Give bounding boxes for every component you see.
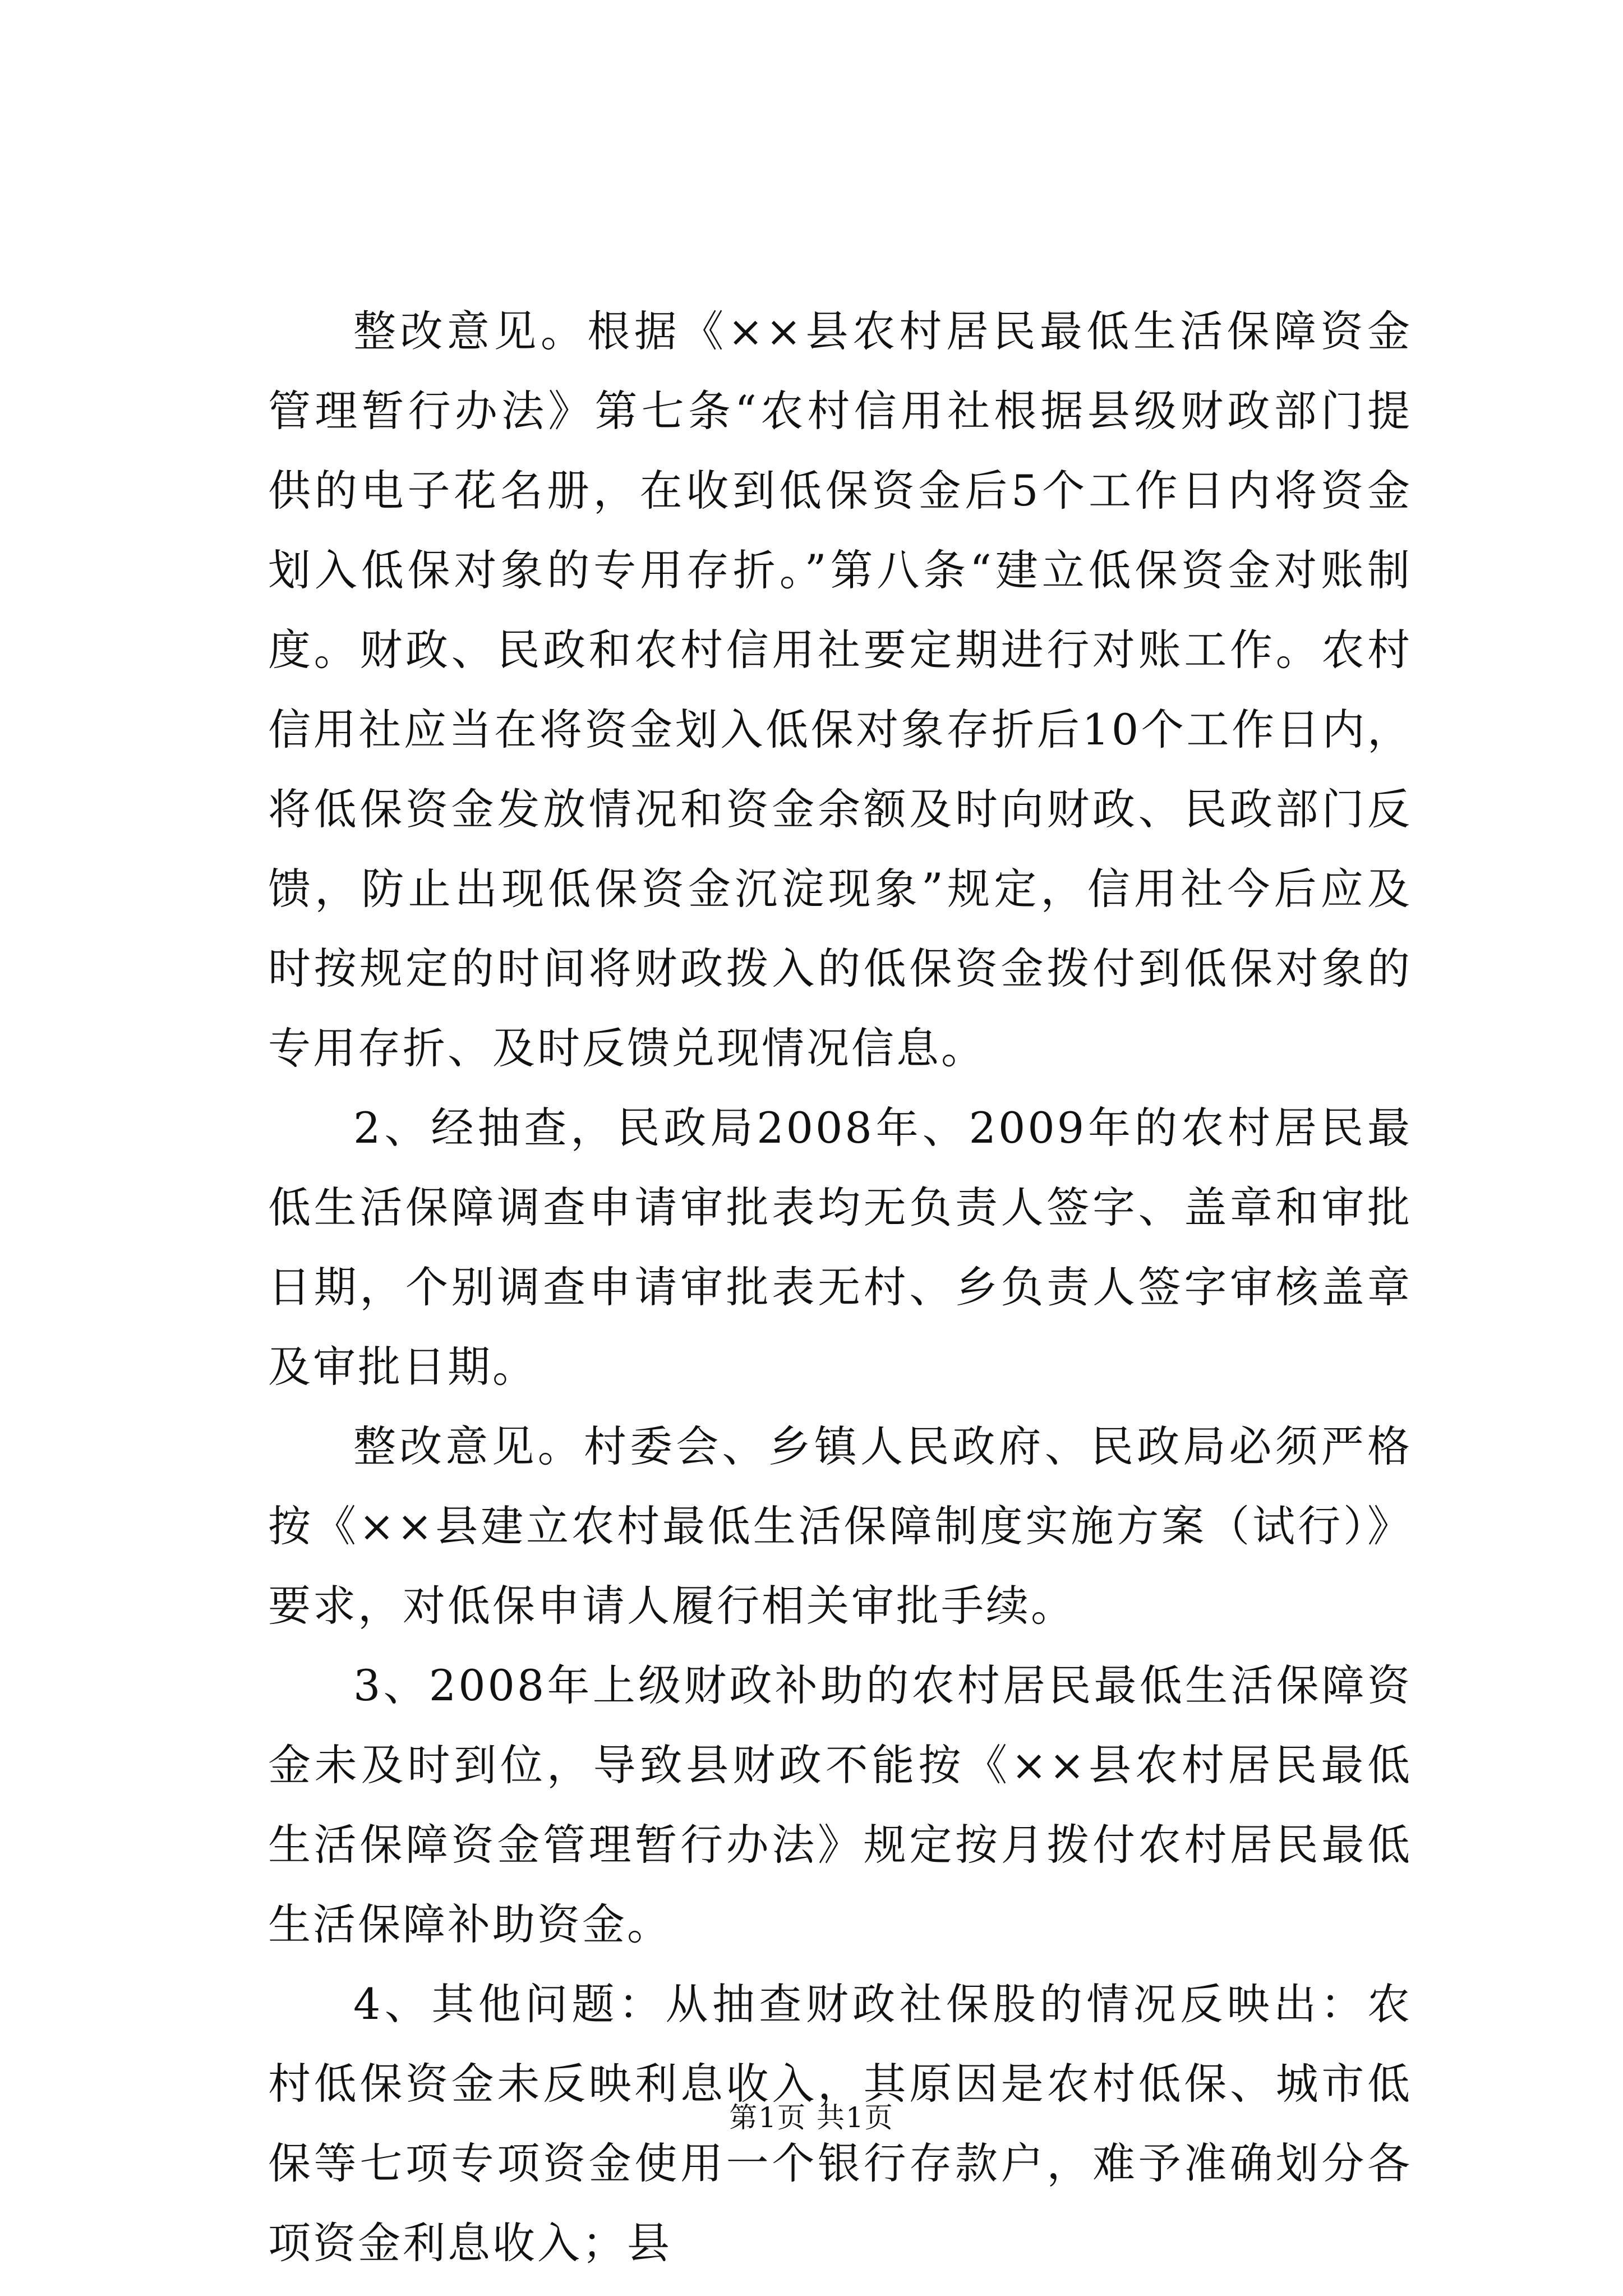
document-body bbox=[268, 292, 1412, 2283]
paragraph-issue-2: 2、经抽查，民政局2008年、2009年的农村居民最低生活保障调查申请审批表均无负责人签字、盖章和审批日期，个别调查申请审批表无村、乡负责人签字审核盖章及审批日期。 bbox=[268, 1103, 1412, 1392]
page-footer: 第1页 共1页 bbox=[729, 2101, 894, 2134]
paragraph-rectification-opinion-1: 整改意见。根据《××县农村居民最低生活保障资金管理暂行办法》第七条“农村信用社根据县级财政部门提供的电子花名册，在收到低保资金后5个工作日内将资金划入低保对象的专用存折。”第八条“建立低保资金对账制度。财政、民政和农村信用社要定期进行对账工作。农村信用社应当在将资金划入低保对象存折后10个工作日内，将低保资金发放情况和资金余额及时向财政、民政部门反馈，防止出现低保资金沉淀现象”规定，信用社今后应及时按规定的时间将财政拨入的低保资金拨付到低保对象的专用存折、及时反馈兑现情况信息。 bbox=[268, 306, 1412, 1073]
paragraph-issue-4: 4、其他问题：从抽查财政社保股的情况反映出：农村低保资金未反映利息收入，其原因是农村低保、城市低保等七项专项资金使用一个银行存款户，难予准确划分各项资金利息收入；县 bbox=[268, 1979, 1412, 2268]
paragraph-issue-3: 3、2008年上级财政补助的农村居民最低生活保障资金未及时到位，导致县财政不能按《××县农村居民最低生活保障资金管理暂行办法》规定按月拨付农村居民最低生活保障补助资金。 bbox=[268, 1660, 1412, 1949]
paragraph-rectification-opinion-2: 整改意见。村委会、乡镇人民政府、民政局必须严格按《××县建立农村最低生活保障制度实施方案（试行）》要求，对低保申请人履行相关审批手续。 bbox=[268, 1421, 1412, 1631]
